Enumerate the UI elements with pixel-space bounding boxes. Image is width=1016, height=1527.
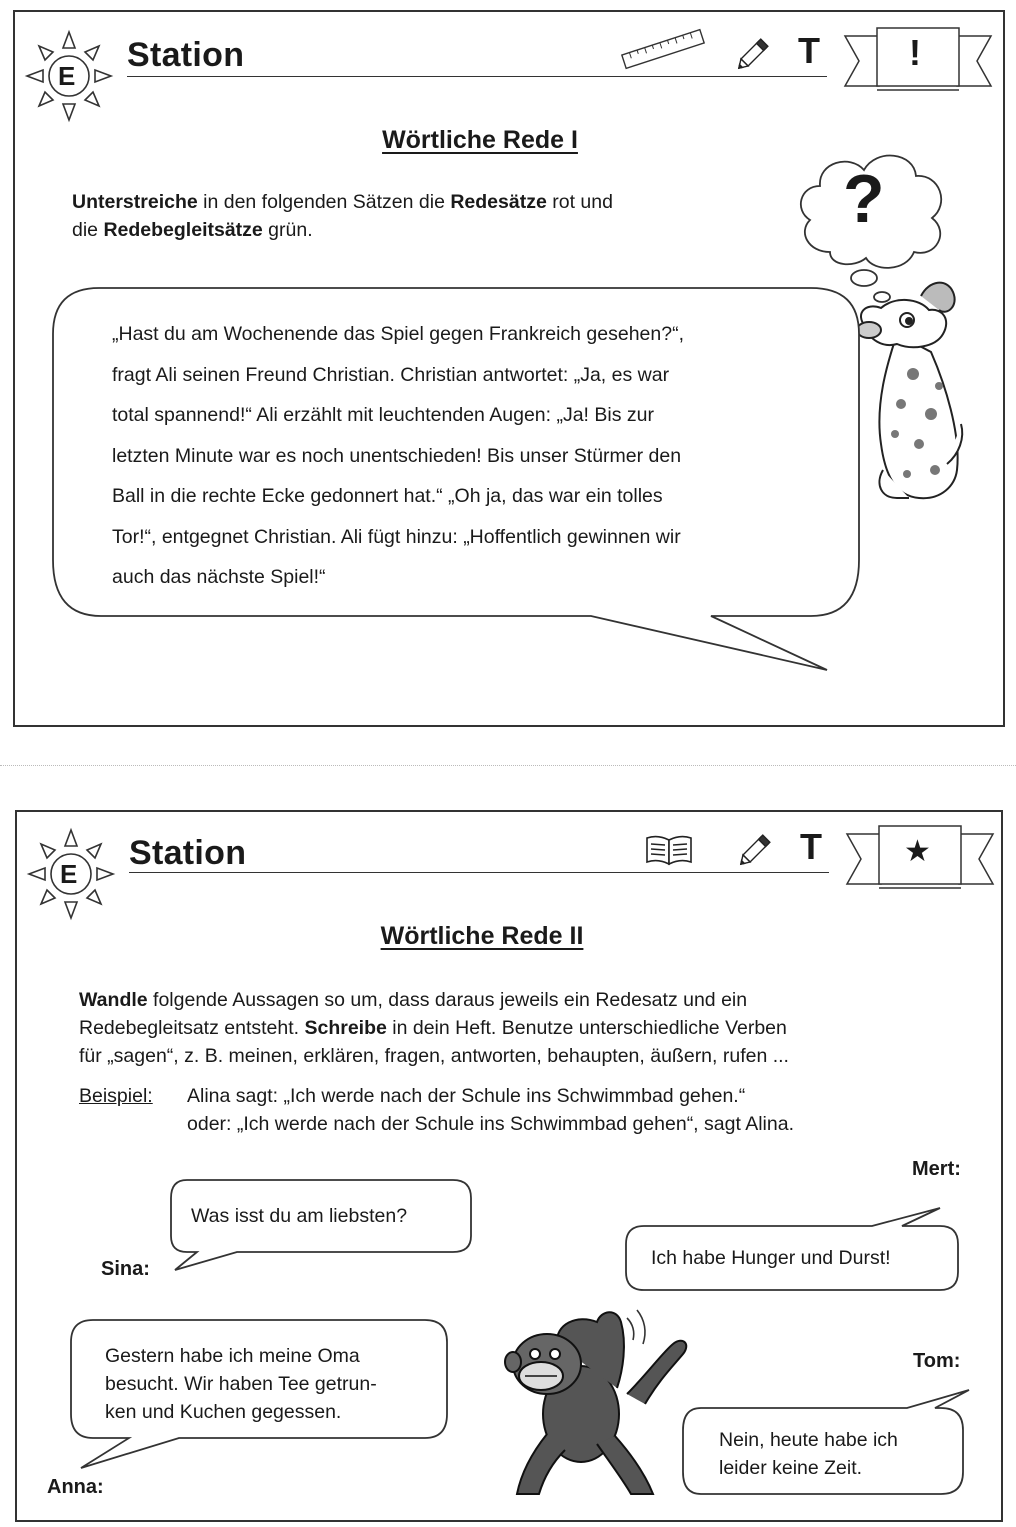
station-label: Station: [129, 834, 247, 872]
example-label: Beispiel:: [79, 1085, 153, 1107]
story-line: Ball in die rechte Ecke gedonnert hat.“ „Oh ja, das war ein tolles: [112, 485, 663, 507]
pencil-icon: [733, 34, 773, 74]
bubble-text: Was isst du am liebsten?: [191, 1205, 408, 1227]
speaker-tom: Tom:: [913, 1350, 961, 1372]
bubble-text: Gestern habe ich meine Oma besucht. Wir haben Tee getrun- ken und Kuchen gegessen.: [105, 1345, 377, 1423]
story-line: auch das nächste Spiel!“: [112, 566, 326, 588]
story-line: „Hast du am Wochenende das Spiel gegen Frankreich gesehen?“,: [112, 323, 684, 345]
instruction-text: Unterstreiche in den folgenden Sätzen die Redesätze rot und die Redebegleitsätze grün.: [72, 191, 613, 241]
instruction-text: Wandle folgende Aussagen so um, dass daraus jeweils ein Redesatz und ein Redebegleitsatz entsteht. Schreibe in dein Heft. Benutze unterschiedliche Verben für „sagen“, z. B. meinen, erklären, fragen, antworten, behaupten, äußern, rufen ...: [79, 989, 789, 1067]
bubble-text: Ich habe Hunger und Durst!: [651, 1247, 891, 1269]
speaker-anna: Anna:: [47, 1476, 104, 1498]
station-card-1: [13, 10, 1005, 727]
header-rule: [127, 76, 827, 77]
badge-letter: E: [58, 61, 76, 91]
story-text: [112, 314, 812, 598]
example-text: Alina sagt: „Ich werde nach der Schule ins Schwimmbad gehen.“ oder: „Ich werde nach der Schule ins Schwimmbad gehen“, sagt Alina.: [187, 1085, 794, 1135]
monkey-icon: [477, 1304, 707, 1504]
cut-line: [0, 765, 1016, 766]
speaker-sina: Sina:: [101, 1258, 150, 1280]
flag-symbol: ★: [904, 835, 931, 868]
header-rule: [129, 872, 829, 873]
station-card-2: [15, 810, 1003, 1522]
station-label: Station: [127, 36, 245, 74]
page-title: Wörtliche Rede II: [380, 922, 584, 950]
ruler-icon: [620, 26, 706, 72]
flag-symbol: !: [909, 32, 921, 73]
story-line: letzten Minute war es noch unentschieden! Bis unser Stürmer den: [112, 444, 682, 467]
t-letter-icon: T: [800, 826, 822, 867]
story-line: total spannend!“ Ali erzählt mit leuchtenden Augen: „Ja! Bis zur: [112, 404, 654, 426]
question-mark: ?: [843, 161, 885, 237]
story-line: Tor!“, entgegnet Christian. Ali fügt hinzu: „Hoffentlich gewinnen wir: [112, 525, 681, 548]
speaker-mert: Mert:: [912, 1158, 961, 1180]
pencil-icon: [735, 830, 775, 870]
story-line: fragt Ali seinen Freund Christian. Christian antwortet: „Ja, es war: [112, 363, 670, 386]
bubble-text: Nein, heute habe ich leider keine Zeit.: [719, 1429, 898, 1479]
book-icon: [645, 834, 693, 868]
badge-letter: E: [60, 859, 78, 889]
page-title: Wörtliche Rede I: [382, 126, 578, 154]
t-letter-icon: T: [798, 30, 820, 71]
